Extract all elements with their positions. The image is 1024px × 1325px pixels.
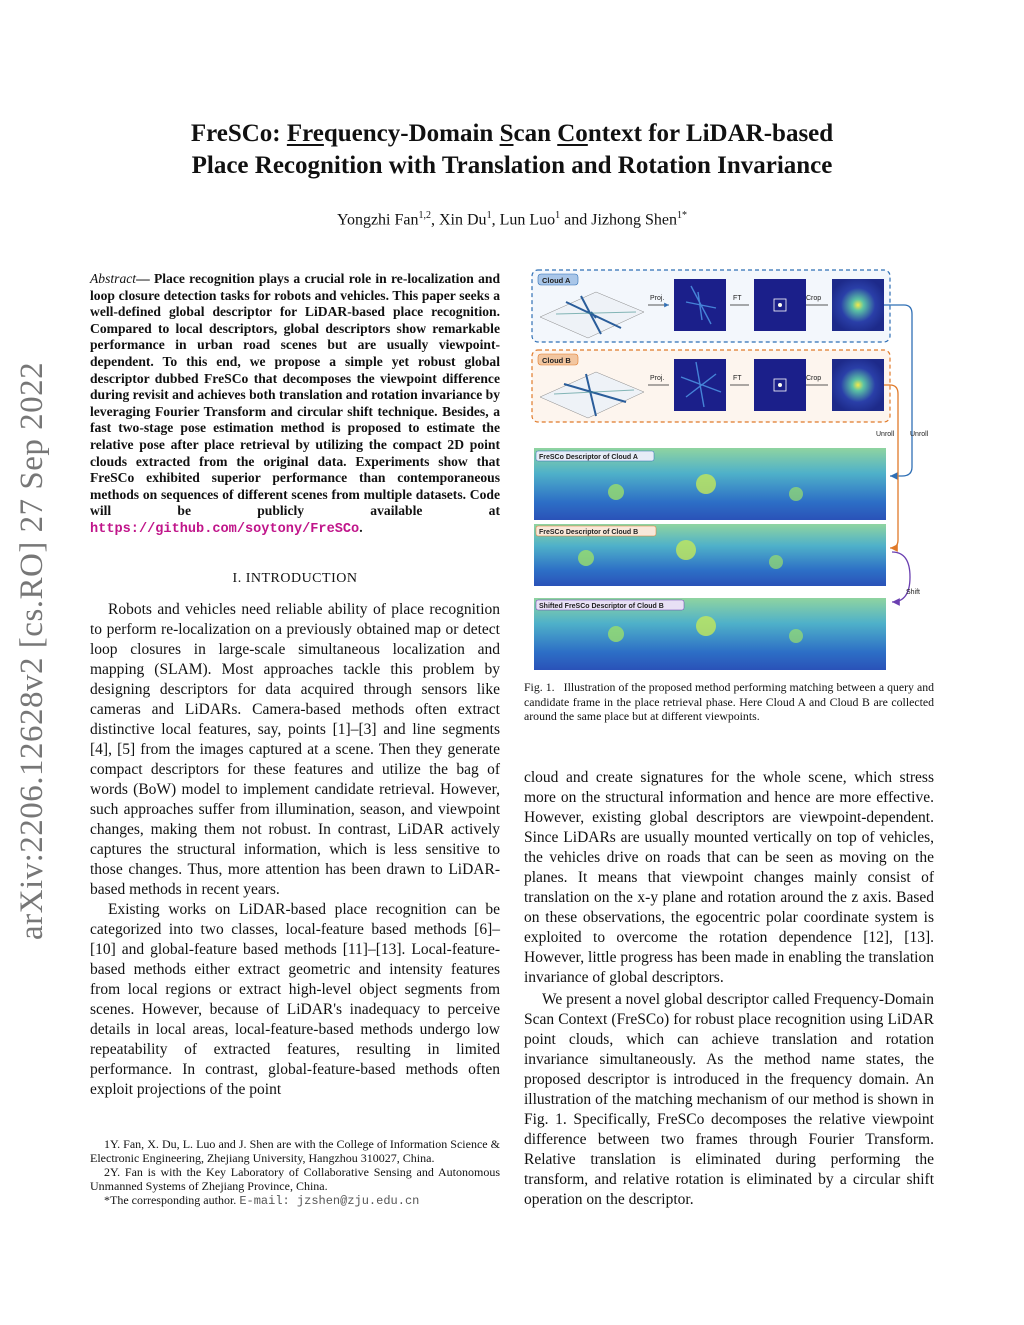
author-list: Yongzhi Fan$^{1,2}$, Xin Du$^1$, Lun Luo$^1$ and Jizhong Shen$^{1*}$ (337, 210, 687, 229)
figure-1-caption (524, 680, 934, 724)
arxiv-identifier: arXiv:2206.12628v2 [cs.RO] 27 Sep 2022 (14, 361, 50, 940)
svg-text:Proj.: Proj. (650, 295, 665, 302)
svg-text:Proj.: Proj. (650, 375, 665, 382)
introduction-body (90, 600, 500, 1100)
right-column-body (524, 768, 934, 1210)
footnotes (90, 1137, 500, 1208)
footnote-1: 1Y. Fan, X. Du, L. Luo and J. Shen are with the College of Information Science & Electronic Engineering, Zhejiang University, Hangzhou 310027, China. (90, 1137, 500, 1165)
svg-text:Cloud A: Cloud A (542, 276, 571, 285)
figure-1-diagram (526, 262, 936, 672)
descriptor-a (534, 448, 886, 520)
caption-text: Illustration of the proposed method performing matching between a query and candidate frame in the place retrieval phase. Here Cloud A and Cloud B are collected around the same place but at different viewpoints. (524, 680, 935, 723)
title-line-2: Place Recognition with Translation and Rotation Invariance (191, 152, 833, 179)
section-heading-introduction: I. INTRODUCTION (232, 571, 358, 586)
abstract-label: Abstract (90, 271, 137, 286)
cloud-a-panel (532, 270, 890, 342)
cloud-b-panel (532, 350, 890, 422)
code-link[interactable]: https://github.com/soytony/FreSCo (90, 521, 360, 537)
svg-text:Shift: Shift (906, 589, 921, 596)
svg-text:FT: FT (733, 295, 742, 302)
descriptor-shifted (534, 598, 886, 670)
abstract-text: — Place recognition plays a crucial role in re-localization and loop closure detection tasks for robots and vehicles. This paper seeks a well-defined global descriptor for LiDAR-based place recognition. Compared to local descriptors, global descriptors show remarkable performance in urban road scenes but are usually viewpoint-dependent. To this end, we propose a simple yet robust global descriptor dubbed FreSCo that decomposes the viewpoint difference during revisit and achieves both translation and rotation invariance by leveraging Fourier Transform and circular shift technique. Besides, a fast two-stage pose estimation method is proposed to estimate the relative pose after place retrieval by utilizing the compact 2D point clouds extracted from the original data. Experiments show that FreSCo exhibited superior performance than contemporaneous methods on sequences of different scenes from multiple datasets. Code will be publicly available at (90, 271, 500, 519)
svg-text:FreSCo Descriptor of Cloud B: FreSCo Descriptor of Cloud B (539, 529, 639, 536)
svg-text:Crop: Crop (806, 295, 822, 302)
paper-title (0, 118, 1024, 182)
svg-text:Unroll: Unroll (910, 431, 929, 438)
svg-text:Unroll: Unroll (876, 431, 895, 438)
right-paragraph-2: We present a novel global descriptor called Frequency-Domain Scan Context (FreSCo) for robust place recognition using LiDAR point clouds, which can achieve translation and rotation invariance simultaneously. As the method name states, the proposed descriptor is introduced in the frequency domain. An illustration of the matching mechanism of our method is shown in Fig. 1. Specifically, FreSCo decomposes the relative viewpoint difference between two frames through Fourier Transform. Relative translation is eliminated during performing the transform, and relative rotation is eliminated by a circular shift operation on the descriptor. (524, 991, 934, 1208)
cropped-spectrum-b (832, 359, 884, 411)
svg-text:Shifted FreSCo Descriptor of C: Shifted FreSCo Descriptor of Cloud B (539, 603, 664, 610)
footnote-corresponding: *The corresponding author. E-mail: jzshen@zju.edu.cn (104, 1193, 420, 1208)
intro-paragraph-2: Existing works on LiDAR-based place recognition can be categorized into two classes, local-feature based methods [6]–[10] and global-feature based methods [11]–[13]. Local-feature-based methods either extract geometric and intensity features from local regions or extract high-level object segments from scenes. However, because of LiDAR's inadequacy to perceive details in local areas, local-feature-based methods undergo low repeatability of extracted features, resulting in limited performance. In contrast, global-feature-based methods often exploit projections of the point (90, 901, 500, 1098)
svg-text:Cloud B: Cloud B (542, 356, 571, 365)
svg-text:FT: FT (733, 375, 742, 382)
cropped-spectrum-a (832, 279, 884, 331)
figure-1 (526, 262, 936, 672)
svg-text:Crop: Crop (806, 375, 822, 382)
footnote-2: 2Y. Fan is with the Key Laboratory of Collaborative Sensing and Autonomous Unmanned Systems of Zhejiang Province, China. (90, 1165, 500, 1193)
right-paragraph-1: cloud and create signatures for the whole scene, which stress more on the structural information and hence are more effective. However, existing global descriptors are viewpoint-dependent. Since LiDARs are usually mounted vertically on top of vehicles, the vehicles drive on roads that can be seen as moving on the planes. It means that viewpoint changes mainly consist of translation on the x-y plane and rotation around the z axis. Based on these observations, the egocentric polar coordinate system is exploited to overcome the rotation dependence [12], [13]. However, little progress has been made in enabling the translation invariance of global descriptors. (524, 769, 934, 986)
title-line-1: FreSCo: Frequency-Domain Scan Context for LiDAR-based (190, 120, 834, 147)
corresponding-email: E-mail: jzshen@zju.edu.cn (239, 1194, 420, 1208)
abstract: Abstract— Place recognition plays a crucial role in re-localization and loop closure detection tasks for robots and vehicles. This paper seeks a well-defined global descriptor for LiDAR-based place recognition. Compared to local descriptors, global descriptors show remarkable performance in urban road scenes but are usually viewpoint-dependent. To this end, we propose a simple yet robust global descriptor dubbed FreSCo that decomposes the viewpoint difference during revisit and achieves both translation and rotation invariance by leveraging Fourier Transform and circular shift technique. Besides, a fast two-stage pose estimation method is proposed to estimate the relative pose after place retrieval by utilizing the compact 2D point clouds extracted from the original data. Experiments show that FreSCo exhibited superior performance than contemporaneous methods on sequences of different scenes from multiple datasets. Code will be publicly available at https://github.com/soytony/FreSCo. (90, 271, 500, 537)
caption-label: Fig. 1. (524, 680, 555, 694)
intro-paragraph-1: Robots and vehicles need reliable ability of place recognition to perform re-localization on a previously obtained map or detect loop closures in large-scale simultaneous localization and mapping (SLAM). Most approaches tackle this problem by designing descriptors for data acquired through sensors like cameras and LiDARs. Camera-based methods often extract distinctive local features, say, points [1]–[3] and line segments [4], [5] from the images captured at a scene. Then they generate compact descriptors for these features and utilize the bag of words (BoW) model to implement candidate retrieval. However, such approaches suffer from illumination, season, and viewpoint changes, making them not robust. In contrast, LiDAR actively captures the structural information, which is less sensitive to those changes. Thus, more attention has been drawn to LiDAR-based methods in recent years. (90, 601, 500, 898)
descriptor-b (534, 524, 886, 586)
svg-text:FreSCo Descriptor of Cloud A: FreSCo Descriptor of Cloud A (539, 454, 638, 461)
